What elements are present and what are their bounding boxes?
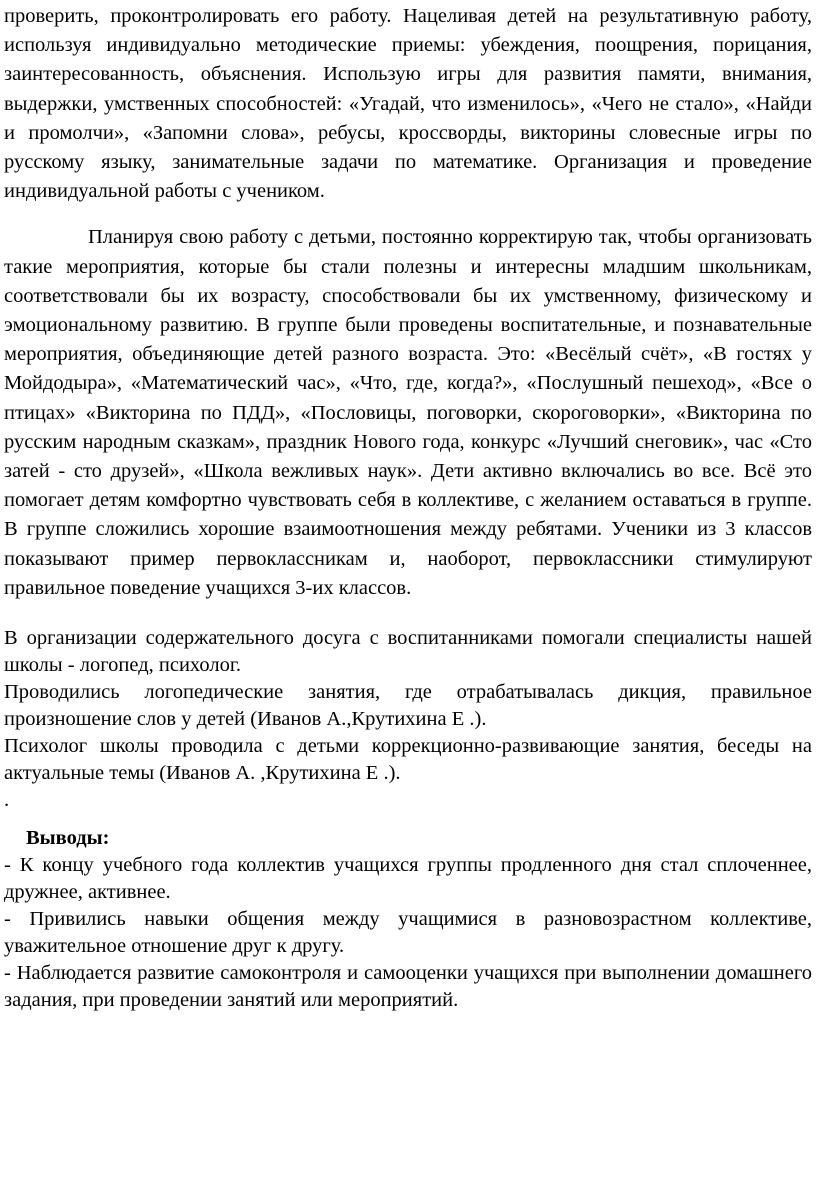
conclusions-heading: Выводы:: [26, 827, 110, 850]
paragraph-speech-therapy: Проводились логопедические занятия, где отрабатывалась дикция, правильное произношение слов у детей (Иванов А.,Крутихина Е .).: [4, 681, 812, 731]
dot-line: .: [4, 789, 10, 812]
conclusion-item: - Привились навыки общения между учащимися в разновозрастном коллективе, уважительное отношение друг к другу.: [4, 908, 812, 958]
spacer: [4, 206, 812, 223]
paragraph-individual-work: проверить, проконтролировать его работу. Нацеливая детей на результативную работу, используя индивидуально методические приемы: убеждения, поощрения, порицания, заинтересованность, объяснения. Использую игры для развития памяти, внимания, выдержки, умственных способностей: «Угадай, что изменилось», «Чего не стало», «Найди и промолчи», «Запомни слова», ребусы, кроссворды, викторины словесные игры по русскому языку, занимательные задачи по математике. Организация и проведение индивидуальной работы с учеником.: [4, 5, 812, 203]
conclusion-item: - К концу учебного года коллектив учащихся группы продленного дня стал сплоченнее, дружнее, активнее.: [4, 854, 812, 904]
paragraph-psychologist: Психолог школы проводила с детьми коррекционно-развивающие занятия, беседы на актуальные темы (Иванов А. ,Крутихина Е .).: [4, 735, 812, 785]
spacer: [4, 603, 812, 625]
conclusion-item: - Наблюдается развитие самоконтроля и самооценки учащихся при выполнении домашнего задания, при проведении занятий или мероприятий.: [4, 962, 812, 1012]
spacer: [4, 814, 812, 824]
paragraph-activities: Планируя свою работу с детьми, постоянно корректирую так, чтобы организовать такие мероприятия, которые бы стали полезны и интересны младшим школьникам, соответствовали бы их возрасту, способствовали бы их умственному, физическому и эмоциональному развитию. В группе были проведены воспитательные, и познавательные мероприятия, объединяющие детей разного возраста. Это: «Весёлый счёт», «В гостях у Мойдодыра», «Математический час», «Что, где, когда?», «Послушный пешеход», «Все о птицах» «Викторина по ПДД», «Пословицы, поговорки, скороговорки», «Викторина по русским народным сказкам», праздник Нового года, конкурс «Лучший снеговик», час «Сто затей - сто друзей», «Школа вежливых наук». Дети активно включались во все. Всё это помогает детям комфортно чувствовать себя в коллективе, с желанием оставаться в группе. В группе сложились хорошие взаимоотношения между ребятами. Ученики из 3 классов показывают пример первоклассникам и, наоборот, первоклассники стимулируют правильное поведение учащихся 3-их классов.: [4, 226, 812, 599]
paragraph-specialists: В организации содержательного досуга с воспитанниками помогали специалисты нашей школы - логопед, психолог.: [4, 627, 812, 677]
